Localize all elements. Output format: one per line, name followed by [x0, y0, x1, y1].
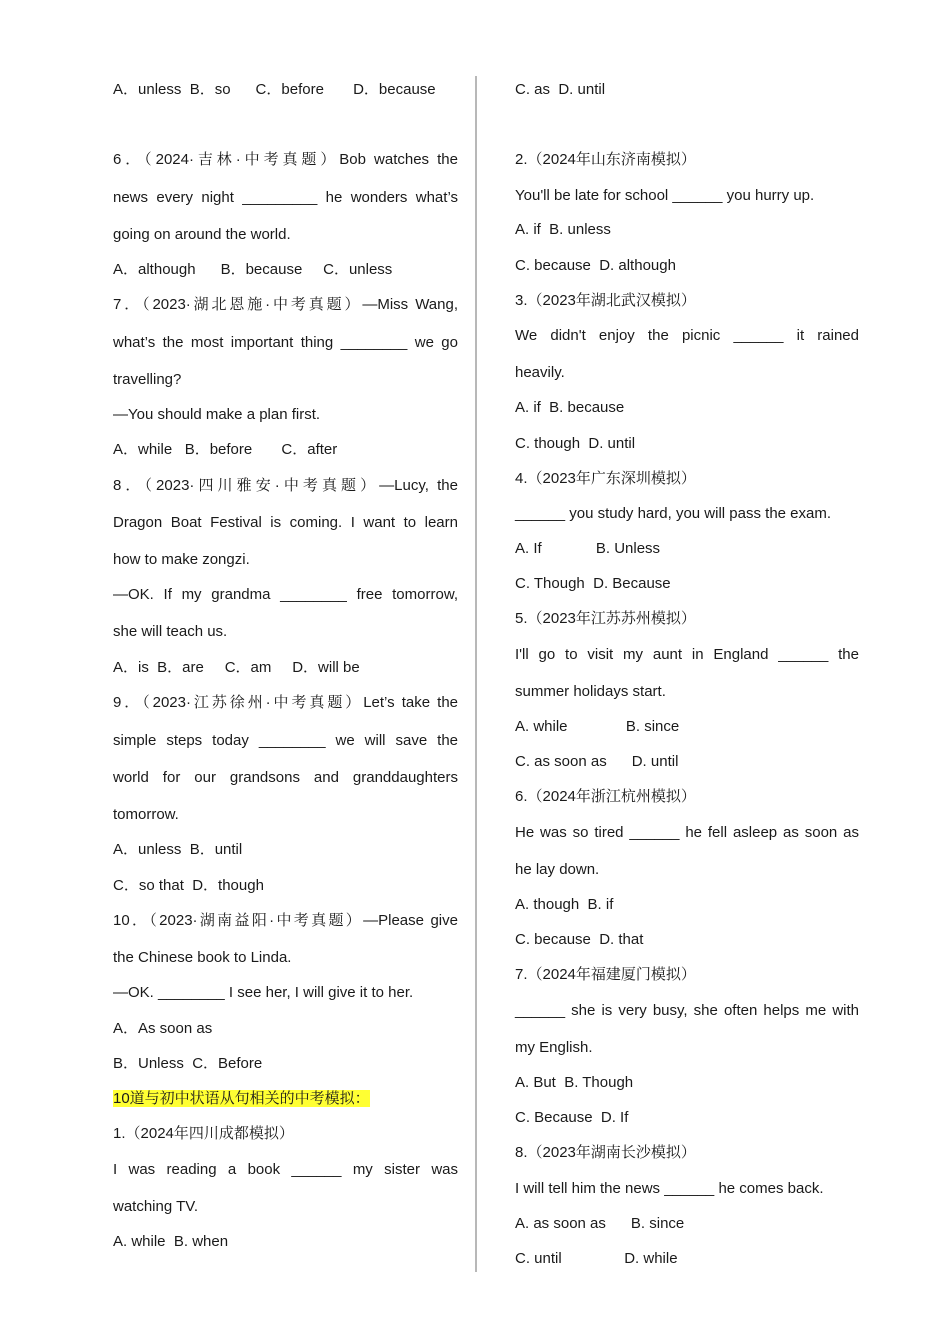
- column-divider: [475, 76, 477, 1272]
- text-line: 6．（2024·吉林·中考真题）Bob watches the: [113, 151, 458, 168]
- text-line: 6.（2024年浙江杭州模拟）: [515, 788, 696, 805]
- text-line: what’s the most important thing ________ we go: [113, 334, 458, 351]
- text-line: I was reading a book ______ my sister was: [113, 1161, 458, 1178]
- text-line: A．is B．are C．am D．will be: [113, 659, 360, 676]
- text-line: I will tell him the news ______ he comes back.: [515, 1180, 824, 1197]
- text-line: C. as soon as D. until: [515, 753, 679, 770]
- text-line: A．while B．before C．after: [113, 441, 338, 458]
- text-line: B．Unless C．Before: [113, 1055, 263, 1072]
- text-line: 9．（2023·江苏徐州·中考真题）Let’s take the: [113, 694, 458, 711]
- highlighted-heading: 10道与初中状语从句相关的中考模拟：: [113, 1090, 370, 1107]
- text-line: —You should make a plan first.: [113, 406, 321, 423]
- text-line: A. while B. since: [515, 718, 680, 735]
- text-line: —OK. ________ I see her, I will give it to her.: [113, 984, 414, 1001]
- text-line: 7.（2024年福建厦门模拟）: [515, 966, 696, 983]
- text-line: heavily.: [515, 364, 565, 381]
- text-line: A. If B. Unless: [515, 540, 661, 557]
- text-line: she will teach us.: [113, 623, 228, 640]
- text-line: simple steps today ________ we will save the: [113, 732, 458, 749]
- text-line: going on around the world.: [113, 226, 291, 243]
- text-line: A．As soon as: [113, 1020, 213, 1037]
- text-line: how to make zongzi.: [113, 551, 250, 568]
- text-line: C. as D. until: [515, 81, 606, 98]
- text-line: ______ you study hard, you will pass the exam.: [515, 505, 832, 522]
- text-line: You'll be late for school ______ you hurry up.: [515, 187, 815, 204]
- text-line: C. because D. that: [515, 931, 644, 948]
- text-line: A．unless B．until: [113, 841, 243, 858]
- text-line: 2.（2024年山东济南模拟）: [515, 151, 696, 168]
- text-line: A. though B. if: [515, 896, 614, 913]
- text-line: 8.（2023年湖南长沙模拟）: [515, 1144, 696, 1161]
- text-line: my English.: [515, 1039, 593, 1056]
- text-line: A. as soon as B. since: [515, 1215, 685, 1232]
- text-line: summer holidays start.: [515, 683, 666, 700]
- text-line: A. But B. Though: [515, 1074, 634, 1091]
- text-line: A. while B. when: [113, 1233, 229, 1250]
- text-line: C. though D. until: [515, 435, 636, 452]
- text-line: C. until D. while: [515, 1250, 678, 1267]
- text-line: A. if B. because: [515, 399, 625, 416]
- text-line: C．so that D．though: [113, 877, 264, 894]
- text-line: I'll go to visit my aunt in England ______ the: [515, 646, 859, 663]
- text-line: 4.（2023年广东深圳模拟）: [515, 470, 696, 487]
- text-line: A．unless B．so C．before D．because: [113, 81, 436, 98]
- section-heading: [113, 1089, 458, 1109]
- text-line: —OK. If my grandma ________ free tomorrow,: [113, 586, 458, 603]
- text-line: news every night _________ he wonders what’s: [113, 189, 458, 206]
- text-line: he lay down.: [515, 861, 600, 878]
- text-line: He was so tired ______ he fell asleep as soon as: [515, 824, 859, 841]
- text-line: 8．（2023·四川雅安·中考真题）—Lucy, the: [113, 477, 458, 494]
- text-line: 1.（2024年四川成都模拟）: [113, 1125, 294, 1142]
- text-line: watching TV.: [113, 1198, 199, 1215]
- text-line: 3.（2023年湖北武汉模拟）: [515, 292, 696, 309]
- text-line: A. if B. unless: [515, 221, 611, 238]
- text-line: 10．（2023·湖南益阳·中考真题）—Please give: [113, 912, 458, 929]
- text-line: We didn't enjoy the picnic ______ it rained: [515, 327, 859, 344]
- text-line: the Chinese book to Linda.: [113, 949, 292, 966]
- text-line: Dragon Boat Festival is coming. I want to learn: [113, 514, 458, 531]
- text-line: A．although B．because C．unless: [113, 261, 393, 278]
- text-line: 7．（2023·湖北恩施·中考真题）—Miss Wang,: [113, 296, 458, 313]
- text-line: tomorrow.: [113, 806, 179, 823]
- text-line: ______ she is very busy, she often helps me with: [515, 1002, 859, 1019]
- text-line: travelling?: [113, 371, 182, 388]
- text-line: world for our grandsons and granddaughters: [113, 769, 458, 786]
- text-line: C. Though D. Because: [515, 575, 671, 592]
- text-line: C. because D. although: [515, 257, 676, 274]
- text-line: 5.（2023年江苏苏州模拟）: [515, 610, 696, 627]
- text-line: C. Because D. If: [515, 1109, 629, 1126]
